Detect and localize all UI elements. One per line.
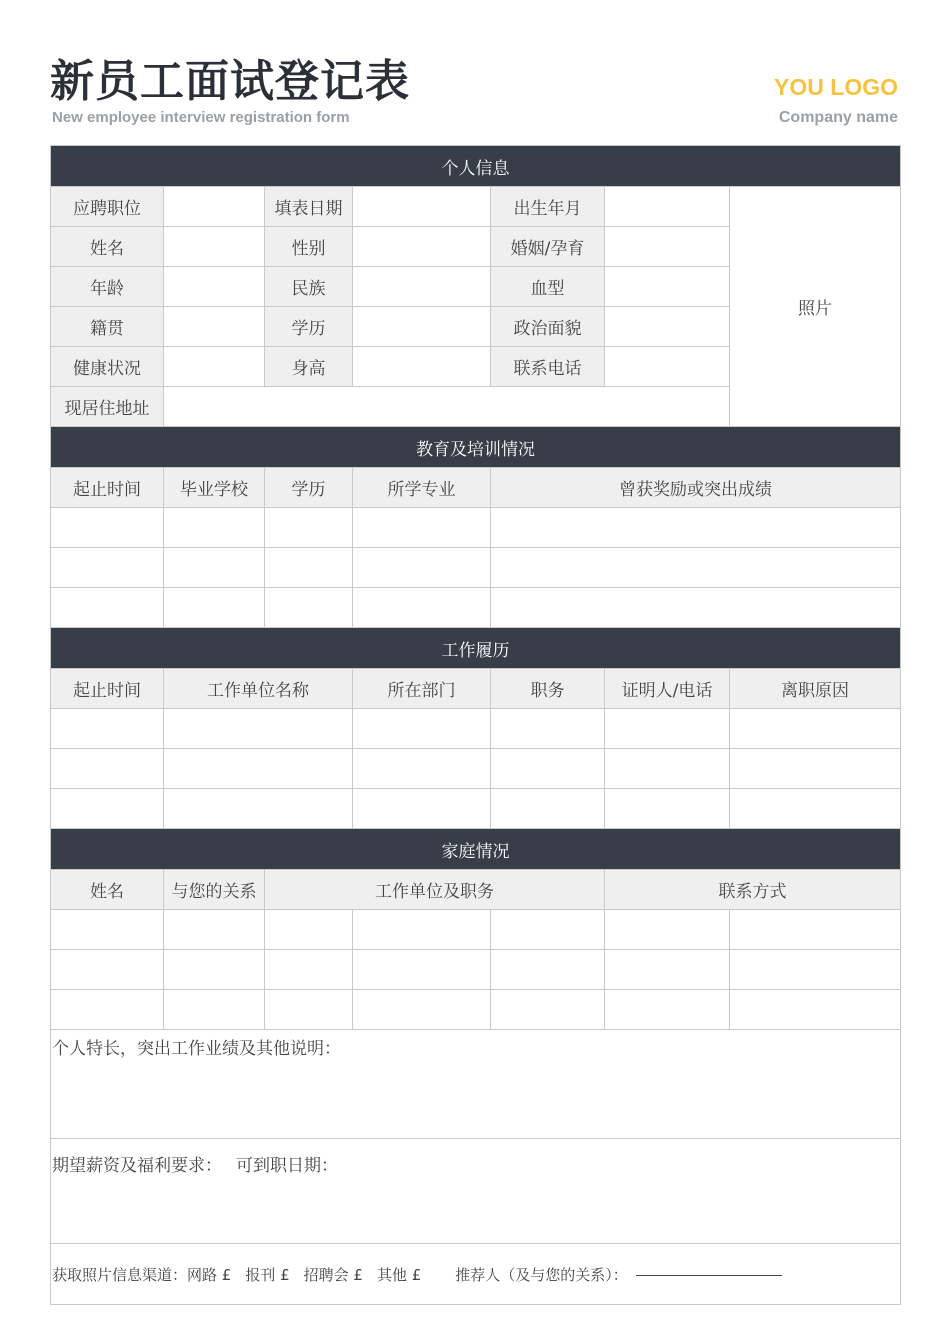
family-cell[interactable]	[51, 910, 164, 950]
input-position[interactable]	[164, 187, 265, 227]
input-age[interactable]	[164, 267, 265, 307]
label-gender: 性别	[265, 227, 353, 267]
input-education[interactable]	[353, 307, 491, 347]
work-cell[interactable]	[164, 789, 353, 829]
family-cell[interactable]	[730, 990, 901, 1030]
family-cell[interactable]	[265, 950, 353, 990]
work-row	[51, 789, 901, 829]
family-cell[interactable]	[491, 950, 605, 990]
company-name: Company name	[778, 109, 898, 126]
family-cell[interactable]	[51, 950, 164, 990]
label-address: 现居住地址	[51, 387, 164, 427]
edu-cell[interactable]	[353, 508, 491, 548]
edu-cell[interactable]	[491, 548, 901, 588]
registration-form-table	[50, 145, 901, 1305]
input-phone[interactable]	[605, 347, 730, 387]
edu-cell[interactable]	[51, 508, 164, 548]
company-logo: YOU LOGO	[774, 74, 898, 100]
edu-cell[interactable]	[491, 508, 901, 548]
input-height[interactable]	[353, 347, 491, 387]
input-name[interactable]	[164, 227, 265, 267]
edu-cell[interactable]	[51, 548, 164, 588]
label-phone: 联系电话	[491, 347, 605, 387]
label-name: 姓名	[51, 227, 164, 267]
label-fill-date: 填表日期	[265, 187, 353, 227]
edu-cell[interactable]	[353, 588, 491, 628]
footer-row	[51, 1244, 901, 1305]
label-height: 身高	[265, 347, 353, 387]
edu-header-awards: 曾获奖励或突出成绩	[491, 468, 901, 508]
work-header-leave-reason: 离职原因	[730, 669, 901, 709]
input-address[interactable]	[164, 387, 730, 427]
work-row	[51, 709, 901, 749]
family-cell[interactable]	[353, 910, 491, 950]
edu-cell[interactable]	[491, 588, 901, 628]
specialty-label: 个人特长，突出工作业绩及其他说明：	[52, 1039, 341, 1059]
family-cell[interactable]	[491, 990, 605, 1030]
work-cell[interactable]	[353, 709, 491, 749]
label-native: 籍贯	[51, 307, 164, 347]
work-cell[interactable]	[353, 749, 491, 789]
family-cell[interactable]	[265, 990, 353, 1030]
channel-option-job-fair[interactable]: 招聘会 £	[303, 1265, 363, 1284]
section-education: 教育及培训情况	[51, 427, 901, 468]
family-cell[interactable]	[491, 910, 605, 950]
work-cell[interactable]	[730, 709, 901, 749]
work-cell[interactable]	[491, 709, 605, 749]
edu-row	[51, 588, 901, 628]
family-cell[interactable]	[265, 910, 353, 950]
input-marriage[interactable]	[605, 227, 730, 267]
work-header-title: 职务	[491, 669, 605, 709]
referrer-input-line[interactable]	[636, 1274, 782, 1276]
work-cell[interactable]	[51, 789, 164, 829]
label-political: 政治面貌	[491, 307, 605, 347]
family-header-name: 姓名	[51, 870, 164, 910]
work-header-company: 工作单位名称	[164, 669, 353, 709]
family-cell[interactable]	[164, 950, 265, 990]
referrer-label: 推荐人（及与您的关系）：	[455, 1265, 628, 1284]
work-cell[interactable]	[164, 749, 353, 789]
family-cell[interactable]	[730, 950, 901, 990]
edu-header-school: 毕业学校	[164, 468, 265, 508]
section-work-history: 工作履历	[51, 628, 901, 669]
family-header-relation: 与您的关系	[164, 870, 265, 910]
family-header-contact: 联系方式	[605, 870, 901, 910]
work-cell[interactable]	[353, 789, 491, 829]
work-header-period: 起止时间	[51, 669, 164, 709]
work-cell[interactable]	[605, 789, 730, 829]
section-personal-info: 个人信息	[51, 146, 901, 187]
family-row	[51, 910, 901, 950]
family-cell[interactable]	[730, 910, 901, 950]
label-education: 学历	[265, 307, 353, 347]
edu-row	[51, 508, 901, 548]
start-date-label: 可到职日期：	[236, 1156, 338, 1176]
family-cell[interactable]	[353, 990, 491, 1030]
section-family: 家庭情况	[51, 829, 901, 870]
family-cell[interactable]	[605, 950, 730, 990]
input-blood[interactable]	[605, 267, 730, 307]
edu-cell[interactable]	[265, 588, 353, 628]
channel-option-newspaper[interactable]: 报刊 £	[245, 1265, 290, 1284]
edu-cell[interactable]	[265, 548, 353, 588]
work-cell[interactable]	[51, 749, 164, 789]
label-marriage: 婚姻/孕育	[491, 227, 605, 267]
edu-cell[interactable]	[265, 508, 353, 548]
page-title: 新员工面试登记表	[50, 56, 410, 107]
family-cell[interactable]	[164, 910, 265, 950]
edu-header-major: 所学专业	[353, 468, 491, 508]
input-fill-date[interactable]	[353, 187, 491, 227]
work-cell[interactable]	[730, 789, 901, 829]
channel-option-other[interactable]: 其他 £	[376, 1265, 422, 1284]
input-native[interactable]	[164, 307, 265, 347]
page-subtitle: New employee interview registration form	[52, 109, 350, 126]
edu-cell[interactable]	[353, 548, 491, 588]
family-row	[51, 990, 901, 1030]
work-cell[interactable]	[605, 749, 730, 789]
label-blood: 血型	[491, 267, 605, 307]
edu-row	[51, 548, 901, 588]
label-ethnic: 民族	[265, 267, 353, 307]
family-row	[51, 950, 901, 990]
family-header-employer: 工作单位及职务	[265, 870, 605, 910]
work-header-department: 所在部门	[353, 669, 491, 709]
input-ethnic[interactable]	[353, 267, 491, 307]
specialty-field[interactable]	[51, 1030, 901, 1139]
salary-field[interactable]	[51, 1139, 901, 1244]
family-cell[interactable]	[353, 950, 491, 990]
family-cell[interactable]	[164, 990, 265, 1030]
input-birth[interactable]	[605, 187, 730, 227]
edu-cell[interactable]	[164, 588, 265, 628]
work-cell[interactable]	[491, 749, 605, 789]
work-cell[interactable]	[605, 709, 730, 749]
channel-option-internet[interactable]: 网路 £	[187, 1265, 232, 1284]
edu-header-period: 起止时间	[51, 468, 164, 508]
label-position: 应聘职位	[51, 187, 164, 227]
edu-cell[interactable]	[164, 508, 265, 548]
label-birth: 出生年月	[491, 187, 605, 227]
work-cell[interactable]	[730, 749, 901, 789]
photo-box[interactable]: 照片	[730, 187, 901, 427]
family-cell[interactable]	[605, 910, 730, 950]
work-header-reference: 证明人/电话	[605, 669, 730, 709]
edu-cell[interactable]	[51, 588, 164, 628]
input-gender[interactable]	[353, 227, 491, 267]
label-age: 年龄	[51, 267, 164, 307]
label-health: 健康状况	[51, 347, 164, 387]
family-cell[interactable]	[605, 990, 730, 1030]
work-cell[interactable]	[491, 789, 605, 829]
input-political[interactable]	[605, 307, 730, 347]
edu-cell[interactable]	[164, 548, 265, 588]
work-row	[51, 749, 901, 789]
work-cell[interactable]	[51, 709, 164, 749]
edu-header-degree: 学历	[265, 468, 353, 508]
family-cell[interactable]	[51, 990, 164, 1030]
work-cell[interactable]	[164, 709, 353, 749]
channel-label: 获取照片信息渠道：	[52, 1265, 188, 1284]
input-health[interactable]	[164, 347, 265, 387]
salary-label: 期望薪资及福利要求：	[52, 1156, 222, 1176]
